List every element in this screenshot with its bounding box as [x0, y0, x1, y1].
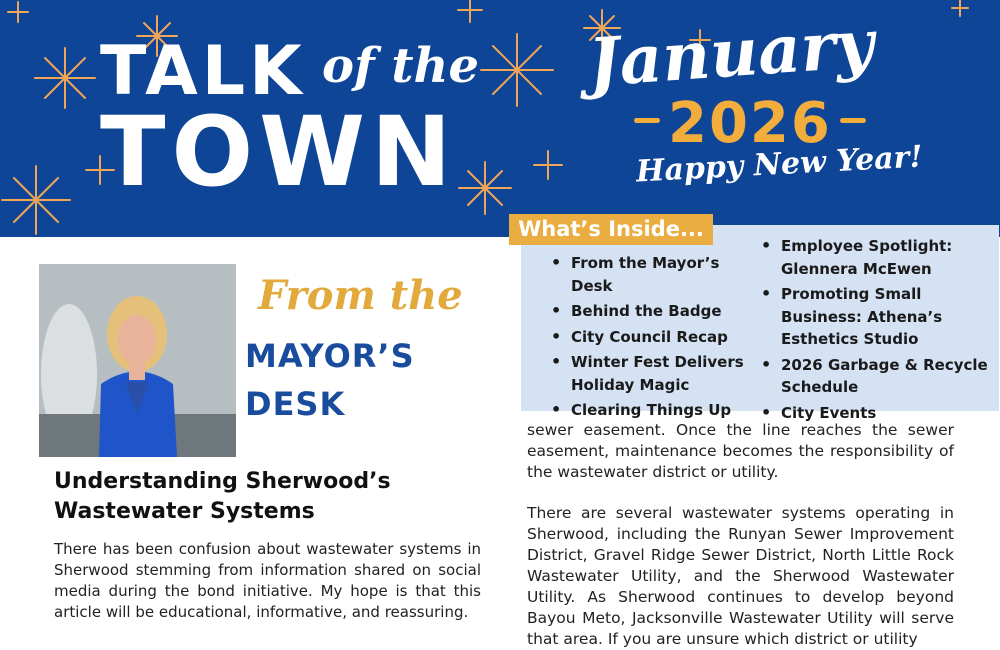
article-headline: Understanding Sherwood’s Wastewater Systems	[54, 469, 391, 524]
from-the-heading: From the	[258, 272, 463, 319]
contents-item: • Behind the Badge	[547, 300, 762, 323]
mayors-heading: MAYOR’S	[245, 337, 415, 375]
contents-item: • Clearing Things Up	[547, 399, 762, 422]
article-paragraph-right-1: sewer easement. Once the line reaches the sewer easement, maintenance becomes the responsibility of the wastewater district or utility.	[527, 421, 954, 481]
star-icon	[481, 34, 553, 106]
newsletter-banner	[0, 0, 1000, 237]
star-icon	[8, 2, 28, 22]
contents-list-left	[547, 252, 762, 425]
mayor-photo	[39, 264, 236, 457]
star-icon	[534, 151, 562, 179]
title-town: TOWN	[100, 96, 458, 208]
contents-list-right	[757, 235, 995, 427]
article-paragraph-left: There has been confusion about wastewater systems in Sherwood stemming from information shared on social media during the bond initiative. My hope is that this article will be educational, informative, and reassuring.	[54, 540, 481, 621]
whats-inside-title: What’s Inside...	[509, 214, 713, 245]
new-year-greeting: Happy New Year!	[635, 139, 924, 190]
contents-item: • From the Mayor’s Desk	[547, 252, 762, 297]
dash-decoration	[634, 118, 660, 123]
mayor-portrait-illustration	[39, 264, 236, 457]
star-icon	[952, 0, 968, 16]
issue-year: 2026	[668, 91, 832, 156]
star-icon	[35, 48, 95, 108]
star-icon	[458, 0, 482, 22]
contents-item: • City Council Recap	[547, 326, 762, 349]
dash-decoration	[840, 118, 866, 123]
contents-item: • City Events	[757, 402, 995, 425]
title-talk: TALK	[100, 32, 306, 111]
contents-item: • Winter Fest Delivers Holiday Magic	[547, 351, 762, 396]
title-of-the: of the	[322, 38, 479, 94]
contents-item: • 2026 Garbage & Recycle Schedule	[757, 354, 995, 399]
star-icon	[459, 162, 511, 214]
contents-item: • Employee Spotlight: Glennera McEwen	[757, 235, 995, 280]
desk-heading: DESK	[245, 385, 346, 423]
issue-month: January	[585, 4, 877, 102]
contents-item: • Promoting Small Business: Athena’s Esthetics Studio	[757, 283, 995, 351]
star-icon	[2, 166, 70, 234]
article-paragraph-right-2: There are several wastewater systems operating in Sherwood, including the Runyan Sewer Improvement District, Gravel Ridge Sewer District, North Little Rock Wastewater Utility, and the Sherwood Wastewater Utility. As Sherwood continues to develop beyond Bayou Meto, Jacksonville Wastewater Utility will serve that area. If you are unsure which district or utility	[527, 504, 954, 648]
